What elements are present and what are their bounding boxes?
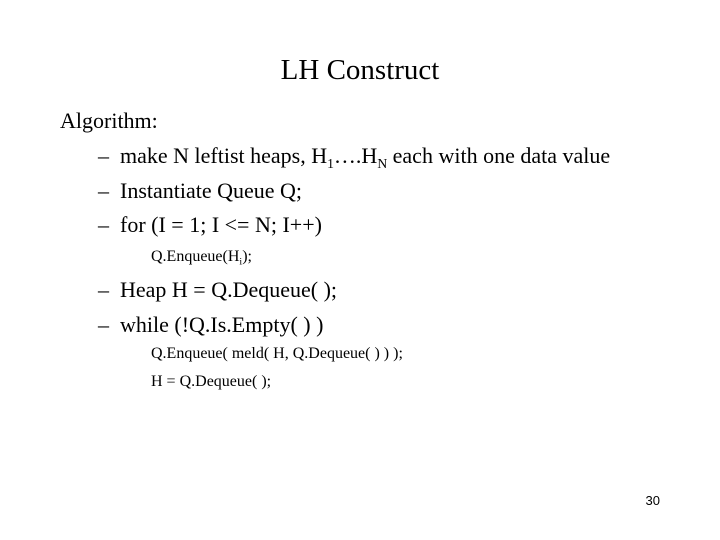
subscript-i: i bbox=[239, 256, 243, 268]
subscript-1: 1 bbox=[327, 155, 334, 171]
bullet-make-heaps bbox=[98, 142, 610, 170]
code-enqueue-suffix: ); bbox=[242, 248, 252, 265]
code-line-enqueue bbox=[151, 246, 252, 268]
algorithm-heading: Algorithm: bbox=[60, 108, 158, 133]
bullet-make-prefix: make N leftist heaps, H bbox=[120, 143, 328, 168]
code-enqueue-prefix: Q.Enqueue(H bbox=[151, 248, 240, 265]
bullet-while-loop bbox=[98, 311, 323, 339]
bullet-dash: – bbox=[98, 178, 109, 203]
bullet-make-middle: ….H bbox=[333, 143, 378, 168]
bullet-for-loop bbox=[98, 211, 322, 239]
bullet-while-text: while (!Q.Is.Empty( ) ) bbox=[120, 312, 324, 337]
subscript-n: N bbox=[377, 155, 388, 171]
bullet-heap-text: Heap H = Q.Dequeue( ); bbox=[120, 277, 338, 302]
code-line-meld: Q.Enqueue( meld( H, Q.Dequeue( ) ) ); bbox=[151, 345, 403, 362]
slide-title: LH Construct bbox=[280, 54, 440, 86]
bullet-make-suffix: each with one data value bbox=[387, 143, 611, 168]
bullet-heap-dequeue bbox=[98, 276, 337, 304]
bullet-instantiate-text: Instantiate Queue Q; bbox=[120, 178, 303, 203]
bullet-for-text: for (I = 1; I <= N; I++) bbox=[120, 212, 322, 237]
bullet-dash: – bbox=[98, 212, 109, 237]
bullet-dash: – bbox=[98, 277, 109, 302]
page-number: 30 bbox=[645, 493, 660, 508]
bullet-instantiate-queue bbox=[98, 177, 302, 205]
bullet-dash: – bbox=[98, 312, 109, 337]
bullet-dash: – bbox=[98, 143, 109, 168]
code-line-assign: H = Q.Dequeue( ); bbox=[151, 373, 272, 390]
